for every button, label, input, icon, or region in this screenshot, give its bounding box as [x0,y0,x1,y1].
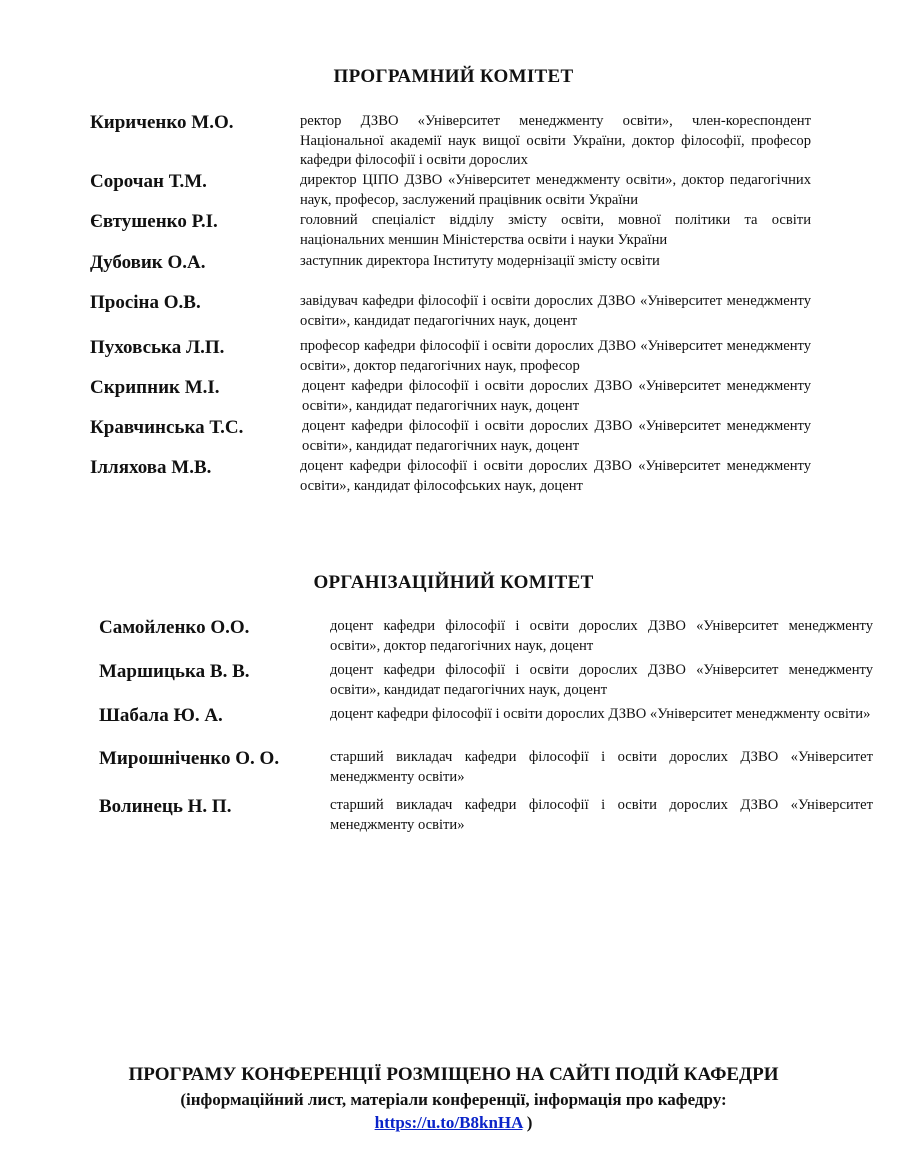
footer-headline: ПРОГРАМУ КОНФЕРЕНЦІЇ РОЗМІЩЕНО НА САЙТІ ПОДІЙ КАФЕДРИ [128,1064,779,1085]
member-name: Кириченко М.О. [90,112,234,133]
member-name: Кравчинська Т.С. [90,417,244,438]
department-events-link[interactable]: https://u.to/B8knHA [374,1113,523,1132]
member-name: Просіна О.В. [90,292,201,313]
member-name: Пуховська Л.П. [90,337,225,358]
member-name: Мирошніченко О. О. [99,748,280,769]
member-name: Самойленко О.О. [99,617,250,638]
member-description: доцент кафедри філософії і освіти дорослих ДЗВО «Університет менеджменту освіти», кандидат педагогічних наук, доцент [302,418,811,454]
member-name: Дубовик О.А. [90,252,206,273]
member-description: головний спеціаліст відділу змісту освіти, мовної політики та освіти національних меншин Міністерства освіти і науки України [300,212,811,248]
member-description: доцент кафедри філософії і освіти дорослих ДЗВО «Університет менеджменту освіти», кандидат філософських наук, доцент [300,458,811,494]
program-committee-title: ПРОГРАМНИЙ КОМІТЕТ [333,66,574,87]
member-name: Євтушенко Р.І. [90,211,218,232]
footer-info-line: (інформаційний лист, матеріали конференції, інформація про кафедру: [180,1090,727,1109]
member-description: завідувач кафедри філософії і освіти дорослих ДЗВО «Університет менеджменту освіти», кандидат педагогічних наук, доцент [300,293,811,329]
member-description: доцент кафедри філософії і освіти дорослих ДЗВО «Університет менеджменту освіти» [330,706,871,722]
member-description: доцент кафедри філософії і освіти дорослих ДЗВО «Університет менеджменту освіти», кандидат педагогічних наук, доцент [302,378,811,414]
footer-link-line [0,1113,907,1133]
member-description: директор ЦІПО ДЗВО «Університет менеджменту освіти», доктор педагогічних наук, професор, заслужений працівник освіти України [300,172,811,208]
member-name: Сорочан Т.М. [90,171,207,192]
member-description: доцент кафедри філософії і освіти дорослих ДЗВО «Університет менеджменту освіти», доктор педагогічних наук, доцент [330,618,873,654]
member-name: Волинець Н. П. [99,796,232,817]
member-description: заступник директора Інституту модернізації змісту освіти [300,253,660,269]
member-description: старший викладач кафедри філософії і освіти дорослих ДЗВО «Університет менеджменту освіти» [330,749,873,785]
organizing-committee-title: ОРГАНІЗАЦІЙНИЙ КОМІТЕТ [313,572,594,593]
footer-closing-paren: ) [522,1113,533,1132]
member-description: ректор ДЗВО «Університет менеджменту освіти», член-кореспондент Національної академії наук вищої освіти України, доктор філософії, професор кафедри філософії і освіти дорослих [300,113,811,168]
member-name: Маршицька В. В. [99,661,250,682]
member-description: доцент кафедри філософії і освіти дорослих ДЗВО «Університет менеджменту освіти», кандидат педагогічних наук, доцент [330,662,873,698]
program-footer [0,1064,907,1133]
member-name: Ілляхова М.В. [90,457,212,478]
member-name: Шабала Ю. А. [99,705,223,726]
member-description: старший викладач кафедри філософії і освіти дорослих ДЗВО «Університет менеджменту освіти» [330,797,873,833]
member-name: Скрипник М.І. [90,377,220,398]
member-description: професор кафедри філософії і освіти дорослих ДЗВО «Університет менеджменту освіти», доктор педагогічних наук, професор [300,338,811,374]
